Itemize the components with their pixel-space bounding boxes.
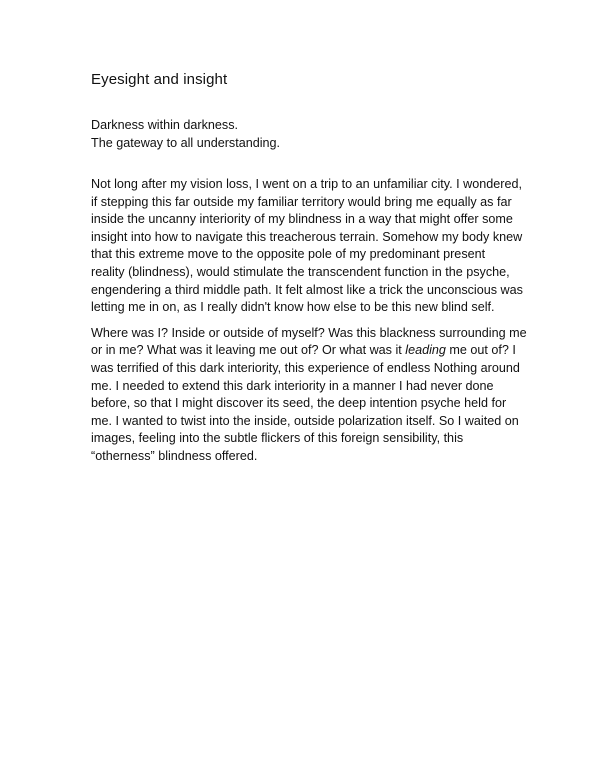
paragraph-1 xyxy=(91,176,533,317)
body-text xyxy=(91,176,533,466)
epigraph-line: The gateway to all understanding. xyxy=(91,135,281,150)
paragraph-line xyxy=(91,342,533,360)
paragraph-2 xyxy=(91,325,533,466)
paragraph-line: images, feeling into the subtle flickers of this foreign sensibility, this xyxy=(91,431,464,446)
paragraph-line: letting me in on, as I really didn't know how else to be this new blind self. xyxy=(91,300,495,315)
paragraph-line: that this extreme move to the opposite pole of my predominant present xyxy=(91,247,486,262)
paragraph-line: reality (blindness), would stimulate the transcendent function in the psyche, xyxy=(91,264,510,279)
paragraph-line: engendering a third middle path. It felt almost like a trick the unconscious was xyxy=(91,282,523,297)
paragraph-line: if stepping this far outside my familiar territory would bring me equally as far xyxy=(91,194,512,209)
paragraph-line: insight into how to navigate this treacherous terrain. Somehow my body knew xyxy=(91,229,523,244)
paragraph-line: inside the uncanny interiority of my blindness in a way that might offer some xyxy=(91,212,513,227)
epigraph xyxy=(91,117,511,152)
paragraph-line: Where was I? Inside or outside of myself? Was this blackness surrounding me xyxy=(91,325,527,340)
paragraph-line: Not long after my vision loss, I went on a trip to an unfamiliar city. I wondered, xyxy=(91,177,522,191)
epigraph-line: Darkness within darkness. xyxy=(91,118,238,132)
paragraph-line: was terrified of this dark interiority, this experience of endless Nothing around xyxy=(91,360,520,375)
document-title: Eyesight and insight xyxy=(91,71,228,88)
paragraph-line: me. I needed to extend this dark interiority in a manner I had never done xyxy=(91,378,494,393)
line-text: me out of? I xyxy=(445,343,516,358)
paragraph-line: me. I wanted to twist into the inside, outside polarization itself. So I waited on xyxy=(91,413,519,428)
line-text: or in me? What was it leaving me out of? Or what was it xyxy=(91,343,406,358)
emphasized-word: leading xyxy=(405,343,446,358)
paragraph-line: “otherness” blindness offered. xyxy=(91,448,258,463)
paragraph-line: before, so that I might discover its seed, the deep intention psyche held for xyxy=(91,396,507,411)
